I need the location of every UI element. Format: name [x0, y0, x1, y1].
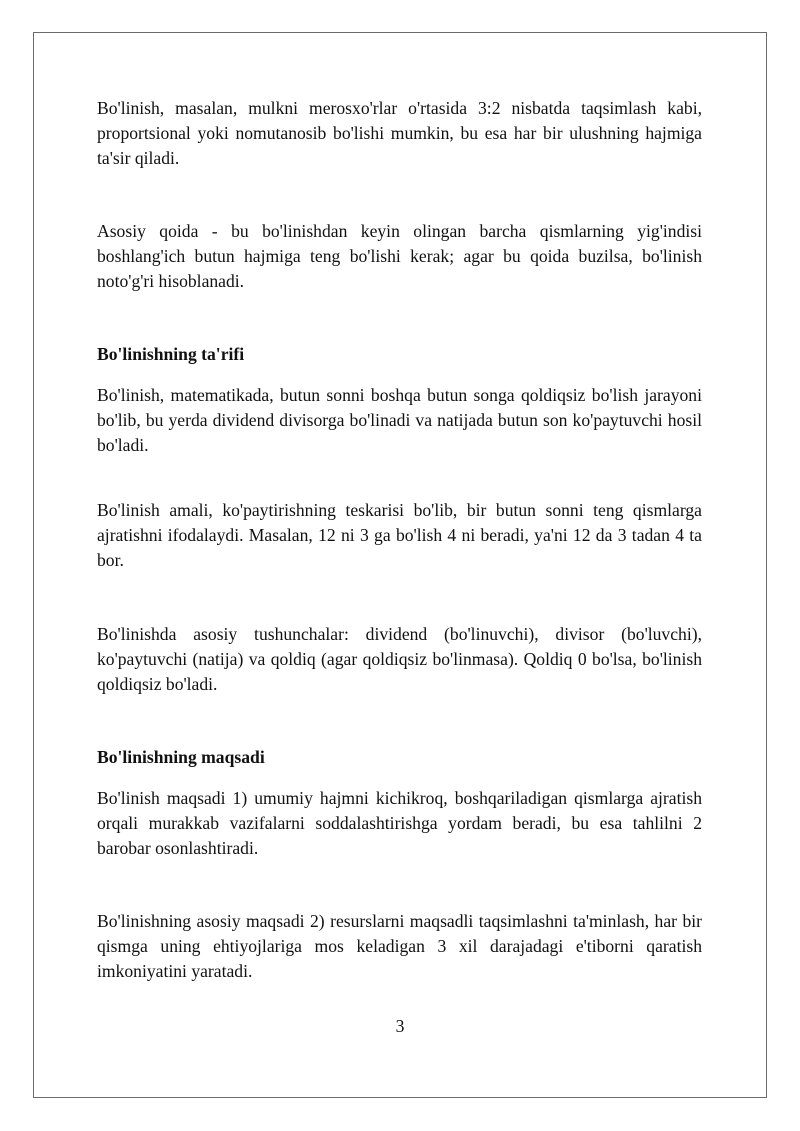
paragraph-definition-1: Bo'linish, matematikada, butun sonni boshqa butun songa qoldiqsiz bo'lish jarayoni bo'lib, bu yerda dividend divisorga bo'linadi va natijada butun son ko'paytuvchi hosil bo'ladi. — [97, 385, 702, 455]
section-heading-purpose: Bo'linishning maqsadi — [97, 747, 265, 767]
section-heading-definition: Bo'linishning ta'rifi — [97, 344, 245, 364]
paragraph-intro-1: Bo'linish, masalan, mulkni merosxo'rlar o'rtasida 3:2 nisbatda taqsimlash kabi, proportsional yoki nomutanosib bo'lishi mumkin, bu esa har bir ulushning hajmiga ta'sir qiladi. — [97, 98, 702, 168]
paragraph-purpose-1: Bo'linish maqsadi 1) umumiy hajmni kichikroq, boshqariladigan qismlarga ajratish orqali murakkab vazifalarni soddalashtirishga yordam beradi, bu esa tahlilni 2 barobar osonlashtiradi. — [97, 788, 702, 858]
page-number: 3 — [395, 1016, 405, 1036]
paragraph-definition-3: Bo'linishda asosiy tushunchalar: dividend (bo'linuvchi), divisor (bo'luvchi), ko'paytuvchi (natija) va qoldiq (agar qoldiqsiz bo'linmasa). Qoldiq 0 bo'lsa, bo'linish qoldiqsiz bo'ladi. — [97, 624, 702, 694]
paragraph-definition-2: Bo'linish amali, ko'paytirishning teskarisi bo'lib, bir butun sonni teng qismlarga ajratishni ifodalaydi. Masalan, 12 ni 3 ga bo'lish 4 ni beradi, ya'ni 12 da 3 tadan 4 ta bor. — [97, 500, 702, 570]
paragraph-intro-2: Asosiy qoida - bu bo'linishdan keyin olingan barcha qismlarning yig'indisi boshlang'ich butun hajmiga teng bo'lishi kerak; agar bu qoida buzilsa, bo'linish noto'g'ri hisoblanadi. — [97, 221, 702, 291]
paragraph-purpose-2: Bo'linishning asosiy maqsadi 2) resurslarni maqsadli taqsimlashni ta'minlash, har bir qismga uning ehtiyojlariga mos keladigan 3 xil darajadagi e'tiborni qaratish imkoniyatini yaratadi. — [97, 911, 702, 981]
